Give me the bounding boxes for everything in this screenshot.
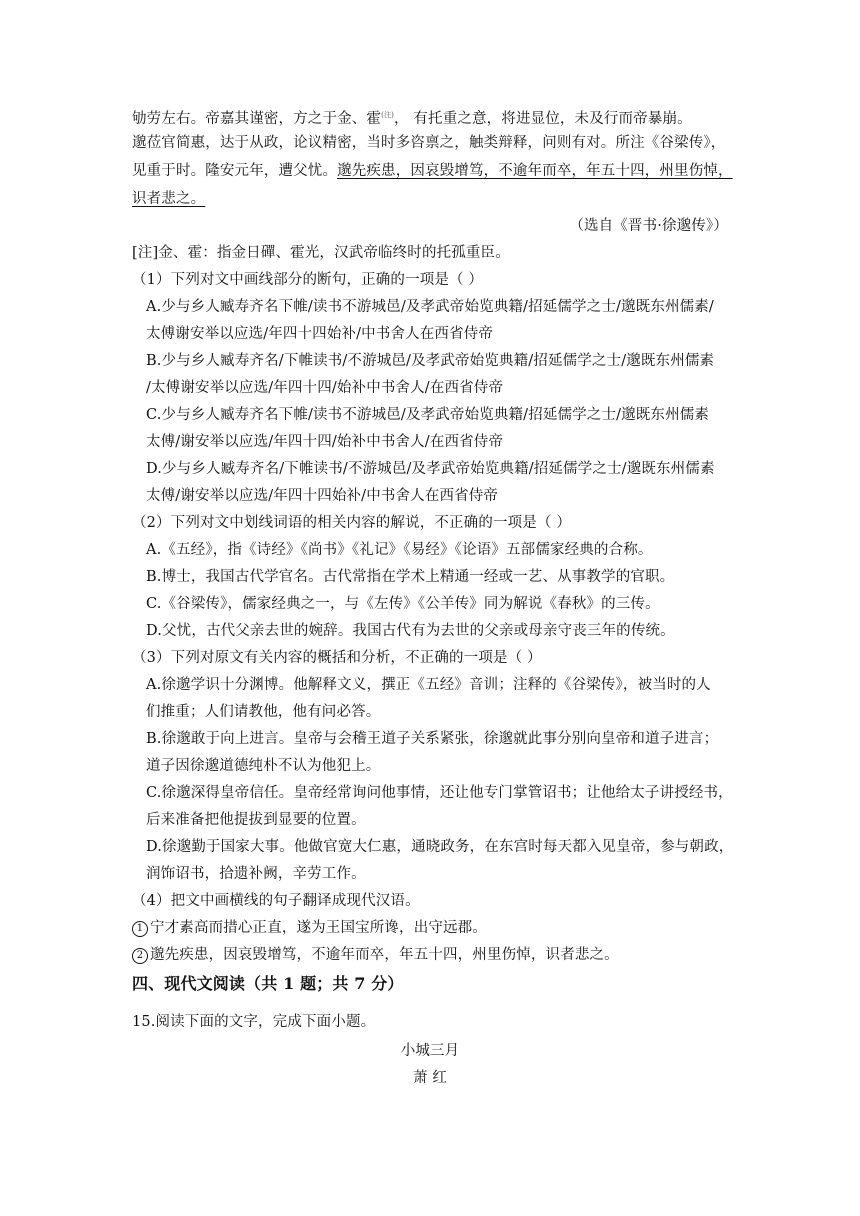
section-4-heading: 四、现代文阅读（共 1 题；共 7 分） — [132, 974, 404, 993]
q3-option-b-line-1: B.徐邈敢于向上进言。皇帝与会稽王道子关系紧张，徐邈就此事分别向皇帝和道子进言； — [146, 731, 719, 747]
passage-line-3: 见重于时。隆安元年，遭父忧。邈先疾患，因哀毁增笃，不逾年而卒，年五十四，州里伤悼， — [132, 163, 733, 179]
question-1-stem: （1）下列对文中画线部分的断句，正确的一项是（ ） — [132, 272, 484, 288]
passage-line-2: 邈莅官简惠，达于从政，论议精密，当时多咨禀之，触类辩释，问则有对。所注《谷梁传》， — [132, 135, 726, 151]
circled-number-1: 1 — [132, 921, 148, 937]
article-author: 萧 红 — [412, 1070, 448, 1086]
q4-sentence-1: 1 宁才素高而措心正直，遂为王国宝所谗，出守远郡。 — [132, 918, 732, 938]
q1-option-c-line-1: C.少与乡人臧寿齐名下帷/读书不游城邑/及孝武帝始览典籍/招延儒学之士/邈既东州儒素 — [146, 407, 710, 423]
q3-option-c-line-2: 后来准备把他提拔到显要的位置。 — [146, 812, 366, 828]
circled-number-2: 2 — [132, 948, 148, 964]
q1-option-c-line-2: 太傅/谢安举以应选/年四十四/始补中书舍人/在西省侍帝 — [146, 434, 504, 450]
passage-line-1: 劬劳左右。帝嘉其谨密，方之于金、霍$^{(注)}$， 有托重之意，将进显位，未及行而帝暴崩。 — [132, 111, 692, 127]
q2-option-b: B.博士，我国古代学官名。古代常指在学术上精通一经或一艺、从事教学的官职。 — [146, 569, 675, 585]
underlined-sentence: 邈先疾患，因哀毁增笃，不逾年而卒，年五十四，州里伤悼， — [337, 163, 733, 179]
q3-option-c-line-1: C.徐邈深得皇帝信任。皇帝经常询问他事情，还让他专门掌管诏书；让他给太子讲授经书， — [146, 785, 733, 801]
article-title: 小城三月 — [400, 1043, 460, 1059]
q3-option-b-line-2: 道子因徐邈道德纯朴不认为他犯上。 — [146, 758, 381, 774]
passage-line-4 — [132, 189, 732, 209]
q2-option-a: A.《五经》，指《诗经》《尚书》《礼记》《易经》《论语》五部儒家经典的合称。 — [146, 542, 653, 558]
q1-option-b-line-1: B.少与乡人臧寿齐名/下帷读书/不游城邑/及孝武帝始览典籍/招延儒学之士/邈既东州儒素 — [146, 353, 715, 369]
footnote-marker: (注) — [381, 111, 394, 119]
q1-option-a-line-1: A.少与乡人臧寿齐名下帷/读书不游城邑/及孝武帝始览典籍/招延儒学之士/邈既东州儒素/ — [146, 299, 714, 315]
q1-option-a-line-2: 太傅谢安举以应选/年四十四始补/中书舍人在西省侍帝 — [146, 326, 494, 342]
source-citation: （选自《晋书·徐邈传》） — [569, 218, 728, 234]
underlined-sentence-end: 识者悲之。 — [132, 191, 206, 207]
q3-option-d-line-2: 润饰诏书，拾遗补阙，辛劳工作。 — [146, 866, 366, 882]
q2-option-c: C.《谷梁传》，儒家经典之一，与《左传》《公羊传》同为解说《春秋》的三传。 — [146, 596, 660, 612]
q3-option-d-line-1: D.徐邈勤于国家大事。他做官宽大仁惠，通晓政务，在东宫时每天都入见皇帝，参与朝政， — [146, 839, 734, 855]
annotation-note: [注]金、霍：指金日磾、霍光，汉武帝临终时的托孤重臣。 — [132, 245, 510, 261]
q1-option-d-line-2: 太傅/谢安举以应选/年四十四始补/中书舍人在西省侍帝 — [146, 488, 499, 504]
q1-option-d-line-1: D.少与乡人臧寿齐名/下帷读书/不游城邑/及孝武帝始览典籍/招延儒学之士/邈既东州儒素 — [146, 461, 715, 477]
q3-option-a-line-2: 们推重；人们请教他，他有问必答。 — [146, 704, 381, 720]
q1-option-b-line-2: /太傅谢安举以应选/年四十四/始补中书舍人/在西省侍帝 — [146, 380, 504, 396]
q4-sentence-2: 2 邈先疾患，因哀毁增笃，不逾年而卒，年五十四，州里伤悼，识者悲之。 — [132, 945, 732, 965]
question-15-prompt: 15.阅读下面的文字，完成下面小题。 — [132, 1014, 376, 1030]
question-3-stem: （3）下列对原文有关内容的概括和分析，不正确的一项是（ ） — [132, 650, 542, 666]
question-2-stem: （2）下列对文中划线词语的相关内容的解说，不正确的一项是（ ） — [132, 515, 571, 531]
q2-option-d: D.父忧，古代父亲去世的婉辞。我国古代有为去世的父亲或母亲守丧三年的传统。 — [146, 623, 675, 639]
question-4-stem: （4）把文中画横线的句子翻译成现代汉语。 — [132, 893, 420, 909]
q3-option-a-line-1: A.徐邈学识十分渊博。他解释文义，撰正《五经》音训；注释的《谷梁传》，被当时的人 — [146, 677, 711, 693]
